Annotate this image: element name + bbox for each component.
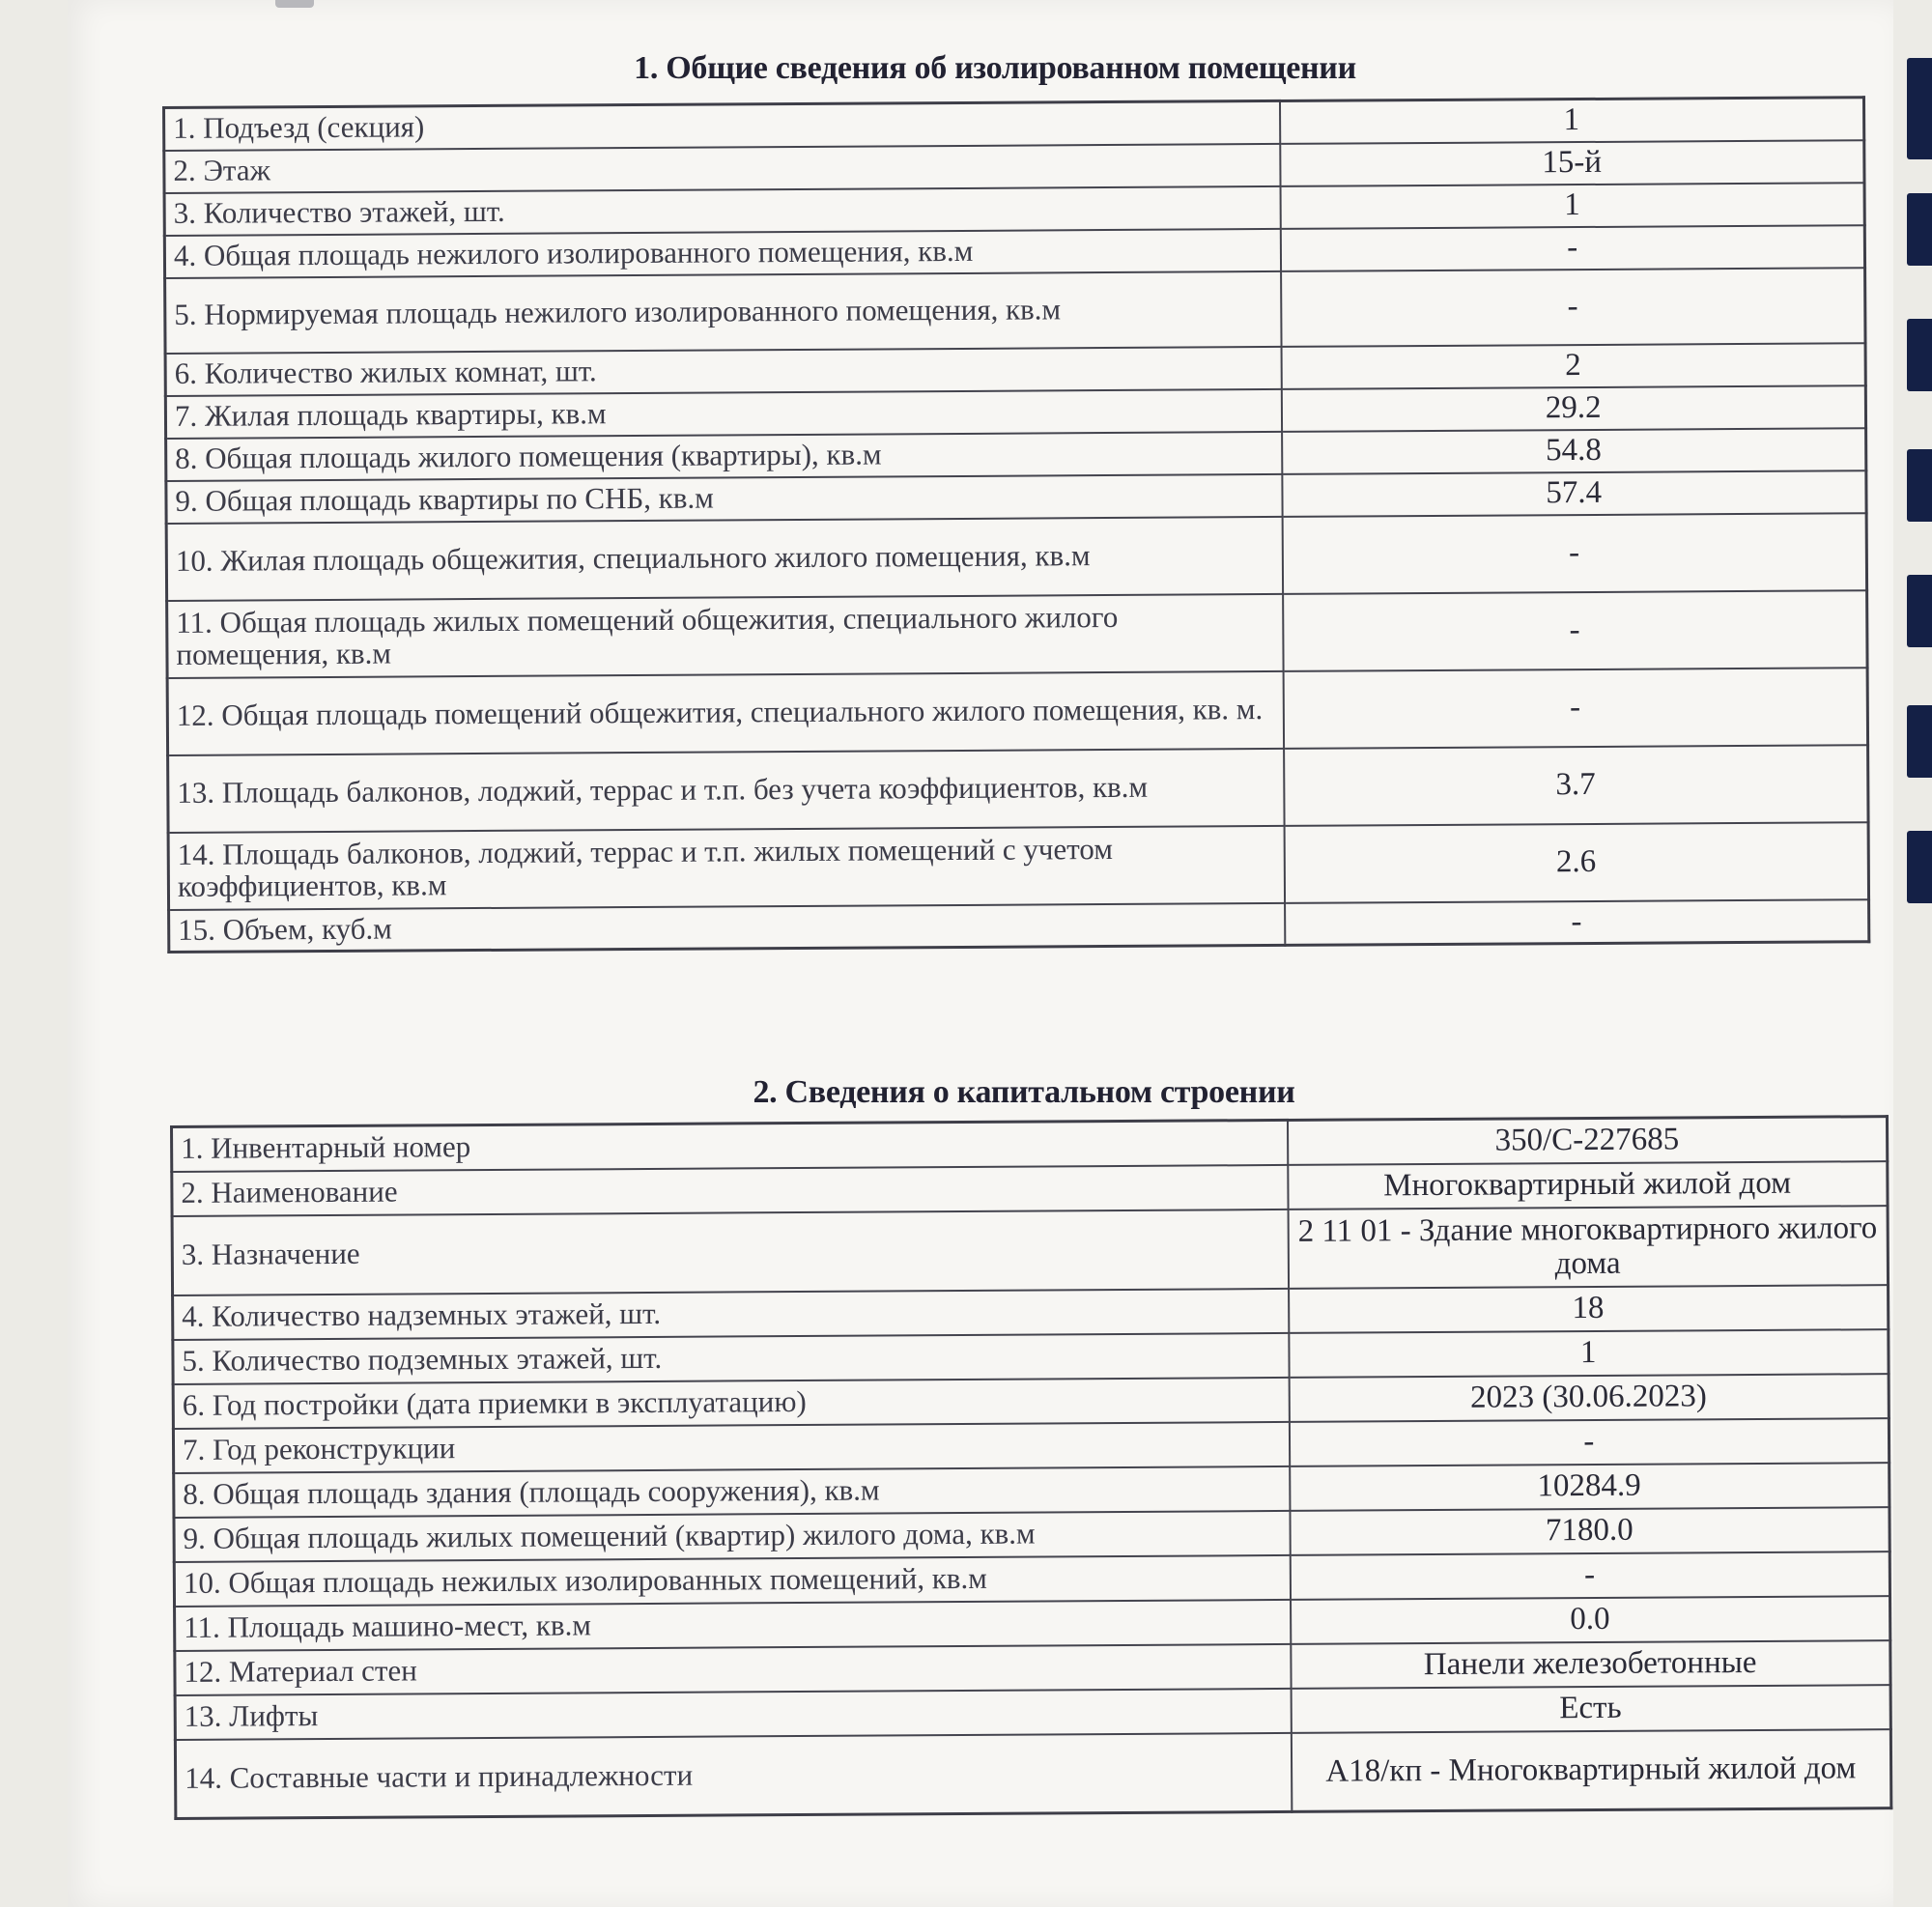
row-label: 11. Общая площадь жилых помещений общежития, специального жилого помещения, кв.м xyxy=(167,593,1283,677)
row-value: - xyxy=(1283,590,1867,671)
row-value: 54.8 xyxy=(1282,428,1866,474)
binder-tab xyxy=(1907,58,1932,159)
binder-tab xyxy=(1907,831,1932,903)
row-label: 11. Площадь машино-мест, кв.м xyxy=(175,1599,1291,1650)
row-value: 18 xyxy=(1289,1285,1889,1333)
row-label: 9. Общая площадь жилых помещений (квартир) жилого дома, кв.м xyxy=(174,1510,1290,1561)
row-label: 14. Площадь балконов, лоджий, террас и т.п. жилых помещений с учетом коэффициентов, кв.м xyxy=(168,825,1284,909)
row-value: 1 xyxy=(1280,183,1864,229)
row-label: 2. Наименование xyxy=(172,1164,1288,1215)
table-row xyxy=(168,745,1868,833)
row-label: 4. Количество надземных этажей, шт. xyxy=(173,1288,1289,1339)
row-label: 13. Площадь балконов, лоджий, террас и т.п. без учета коэффициентов, кв.м xyxy=(168,748,1284,832)
row-value: 57.4 xyxy=(1282,470,1866,517)
section-2-title: 2. Сведения о капитальном строении xyxy=(753,1074,1295,1110)
binder-tab xyxy=(1907,193,1932,266)
row-value: - xyxy=(1281,268,1865,347)
table-row xyxy=(175,1729,1890,1819)
row-label: 10. Общая площадь нежилых изолированных помещений, кв.м xyxy=(174,1554,1290,1606)
row-value: 2 xyxy=(1281,343,1865,389)
row-value: - xyxy=(1289,1418,1889,1466)
table-row xyxy=(172,1206,1888,1295)
row-value: Панели железобетонные xyxy=(1291,1640,1890,1689)
row-value: 2 11 01 - Здание многоквартирного жилого дома xyxy=(1288,1206,1888,1289)
row-value: 1 xyxy=(1289,1329,1889,1378)
row-label: 7. Год реконструкции xyxy=(173,1421,1289,1472)
row-label: 8. Общая площадь здания (площадь сооружения), кв.м xyxy=(174,1466,1290,1517)
row-value: 0.0 xyxy=(1291,1596,1890,1644)
binder-tab xyxy=(1907,575,1932,647)
section-1-table xyxy=(162,96,1870,954)
row-label: 3. Количество этажей, шт. xyxy=(164,185,1280,235)
table-row xyxy=(166,513,1866,601)
row-value: 15-й xyxy=(1280,140,1864,186)
section-1-title: 1. Общие сведения об изолированном помещении xyxy=(634,50,1356,86)
row-label: 1. Подъезд (секция) xyxy=(164,100,1280,150)
table-row xyxy=(167,590,1867,678)
row-value: А18/кп - Многоквартирный жилой дом xyxy=(1291,1729,1890,1812)
page-edge-mark xyxy=(275,0,314,8)
table-row xyxy=(167,668,1867,755)
row-label: 2. Этаж xyxy=(164,143,1280,192)
row-label: 12. Общая площадь помещений общежития, специального жилого помещения, кв. м. xyxy=(167,670,1283,754)
row-label: 3. Назначение xyxy=(172,1209,1288,1295)
row-value: Есть xyxy=(1291,1685,1890,1733)
row-value: 7180.0 xyxy=(1290,1507,1889,1555)
row-label: 7. Жилая площадь квартиры, кв.м xyxy=(165,388,1281,438)
row-value: - xyxy=(1285,899,1869,946)
table-row xyxy=(168,822,1868,910)
row-label: 6. Год постройки (дата приемки в эксплуатацию) xyxy=(173,1377,1289,1428)
table-row xyxy=(165,268,1865,354)
binder-tab xyxy=(1907,705,1932,778)
row-value: 1 xyxy=(1279,98,1863,144)
row-label: 14. Составные части и принадлежности xyxy=(175,1732,1291,1818)
section-2-table xyxy=(170,1115,1892,1820)
row-value: - xyxy=(1282,513,1866,594)
row-label: 10. Жилая площадь общежития, специального жилого помещения, кв.м xyxy=(166,516,1282,600)
row-value: Многоквартирный жилой дом xyxy=(1288,1161,1888,1210)
table-row xyxy=(169,899,1869,953)
row-label: 9. Общая площадь квартиры по СНБ, кв.м xyxy=(166,473,1282,523)
row-label: 6. Количество жилых комнат, шт. xyxy=(165,346,1281,395)
row-label: 13. Лифты xyxy=(175,1688,1291,1739)
row-value: 3.7 xyxy=(1284,745,1868,826)
row-value: 2023 (30.06.2023) xyxy=(1289,1374,1889,1422)
row-value: 350/С-227685 xyxy=(1287,1117,1887,1165)
row-value: 10284.9 xyxy=(1290,1463,1889,1511)
binder-tab xyxy=(1907,319,1932,391)
row-value: 29.2 xyxy=(1281,385,1865,432)
row-label: 5. Количество подземных этажей, шт. xyxy=(173,1332,1289,1383)
row-value: - xyxy=(1280,225,1864,271)
row-value: - xyxy=(1290,1551,1889,1600)
row-label: 8. Общая площадь жилого помещения (квартиры), кв.м xyxy=(166,431,1282,480)
binder-tab xyxy=(1907,449,1932,522)
row-value: 2.6 xyxy=(1284,822,1868,903)
row-label: 15. Объем, куб.м xyxy=(169,902,1285,952)
row-value: - xyxy=(1283,668,1867,749)
row-label: 5. Нормируемая площадь нежилого изолированного помещения, кв.м xyxy=(165,270,1281,353)
row-label: 4. Общая площадь нежилого изолированного помещения, кв.м xyxy=(164,228,1280,277)
row-label: 12. Материал стен xyxy=(175,1643,1291,1694)
row-label: 1. Инвентарный номер xyxy=(172,1120,1288,1171)
